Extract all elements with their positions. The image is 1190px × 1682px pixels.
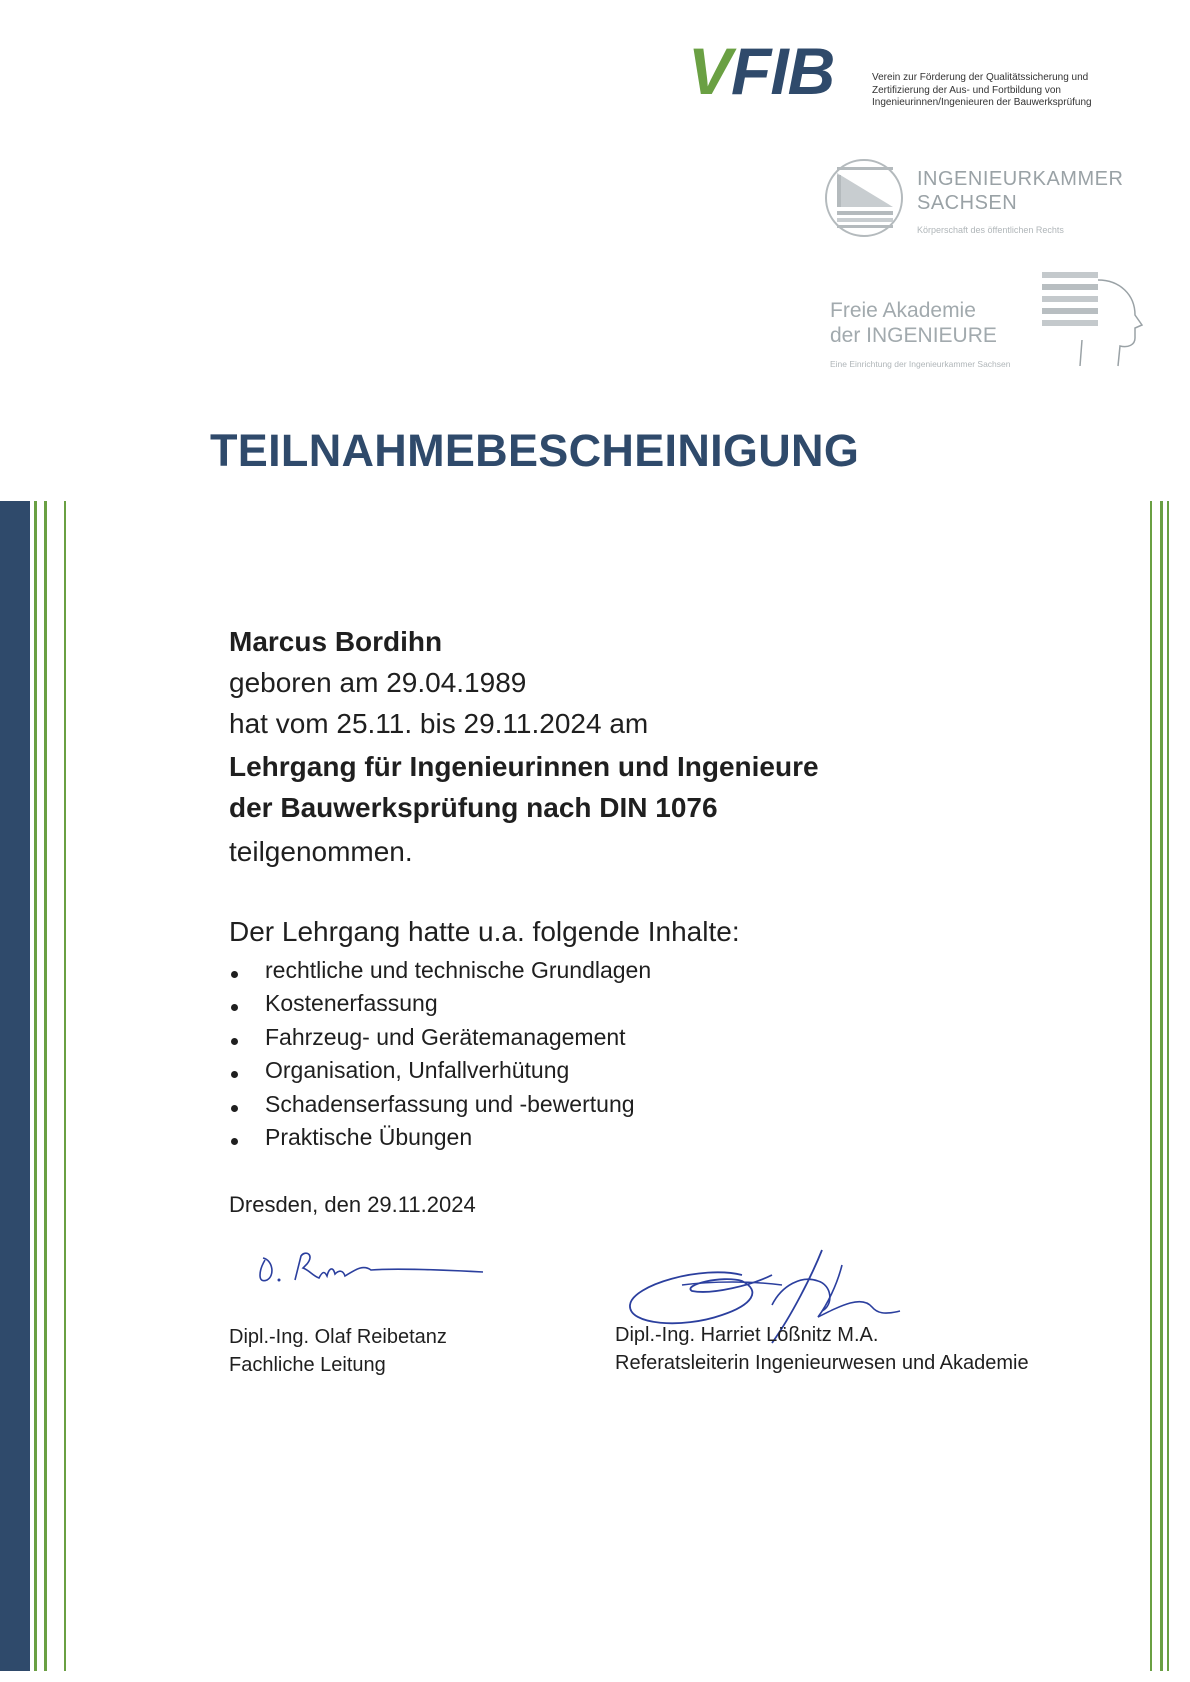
signatory-2-name: Dipl.-Ing. Harriet Lößnitz M.A. [615, 1324, 879, 1346]
vfib-logo: VFIB [688, 34, 835, 108]
vfib-description [872, 72, 1172, 110]
vfib-description-line: Verein zur Förderung der Qualitätssicherung und [872, 72, 1089, 83]
contents-list [229, 954, 651, 1154]
signature-reibetanz [245, 1240, 495, 1295]
list-item: Praktische Übungen [229, 1121, 651, 1154]
vfib-description-line: Zertifizierung der Aus- und Fortbildung von [872, 84, 1061, 96]
participant-name: Marcus Bordihn [229, 626, 443, 657]
signatory-2-role: Referatsleiterin Ingenieurwesen und Akademie [615, 1352, 1029, 1374]
ingenieurkammer-subtitle: Körperschaft des öffentlichen Rechts [917, 225, 1064, 235]
participation-line: teilgenommen. [229, 836, 413, 867]
birth-date-line: geboren am 29.04.1989 [229, 667, 527, 698]
list-item: Organisation, Unfallverhütung [229, 1054, 651, 1087]
akademie-title: Freie Akademie der INGENIEURE [830, 299, 997, 347]
ingenieurkammer-title: INGENIEURKAMMER SACHSEN [917, 168, 1124, 214]
list-item: Fahrzeug- und Gerätemanagement [229, 1021, 651, 1054]
akademie-head-icon [1040, 270, 1150, 370]
signatory-1-name: Dipl.-Ing. Olaf Reibetanz [229, 1326, 447, 1348]
akademie-subtitle: Eine Einrichtung der Ingenieurkammer Sachsen [830, 359, 1011, 369]
vfib-description-line: Ingenieurinnen/Ingenieuren der Bauwerksprüfung [872, 97, 1092, 108]
ingenieurkammer-seal-icon [823, 157, 905, 239]
place-date: Dresden, den 29.11.2024 [229, 1192, 476, 1217]
list-item: Schadenserfassung und -bewertung [229, 1088, 651, 1121]
course-title-line-1: Lehrgang für Ingenieurinnen und Ingenieure [229, 751, 819, 782]
left-border-stripes [0, 501, 70, 1671]
list-item: rechtliche und technische Grundlagen [229, 954, 651, 987]
signatory-1-role: Fachliche Leitung [229, 1354, 386, 1376]
course-title-line-2: der Bauwerksprüfung nach DIN 1076 [229, 792, 718, 823]
certificate-heading: TEILNAHMEBESCHEINIGUNG [210, 425, 860, 476]
course-period-line: hat vom 25.11. bis 29.11.2024 am [229, 708, 649, 739]
right-border-stripes [1148, 501, 1172, 1671]
list-item: Kostenerfassung [229, 987, 651, 1020]
contents-intro: Der Lehrgang hatte u.a. folgende Inhalte: [229, 916, 740, 947]
